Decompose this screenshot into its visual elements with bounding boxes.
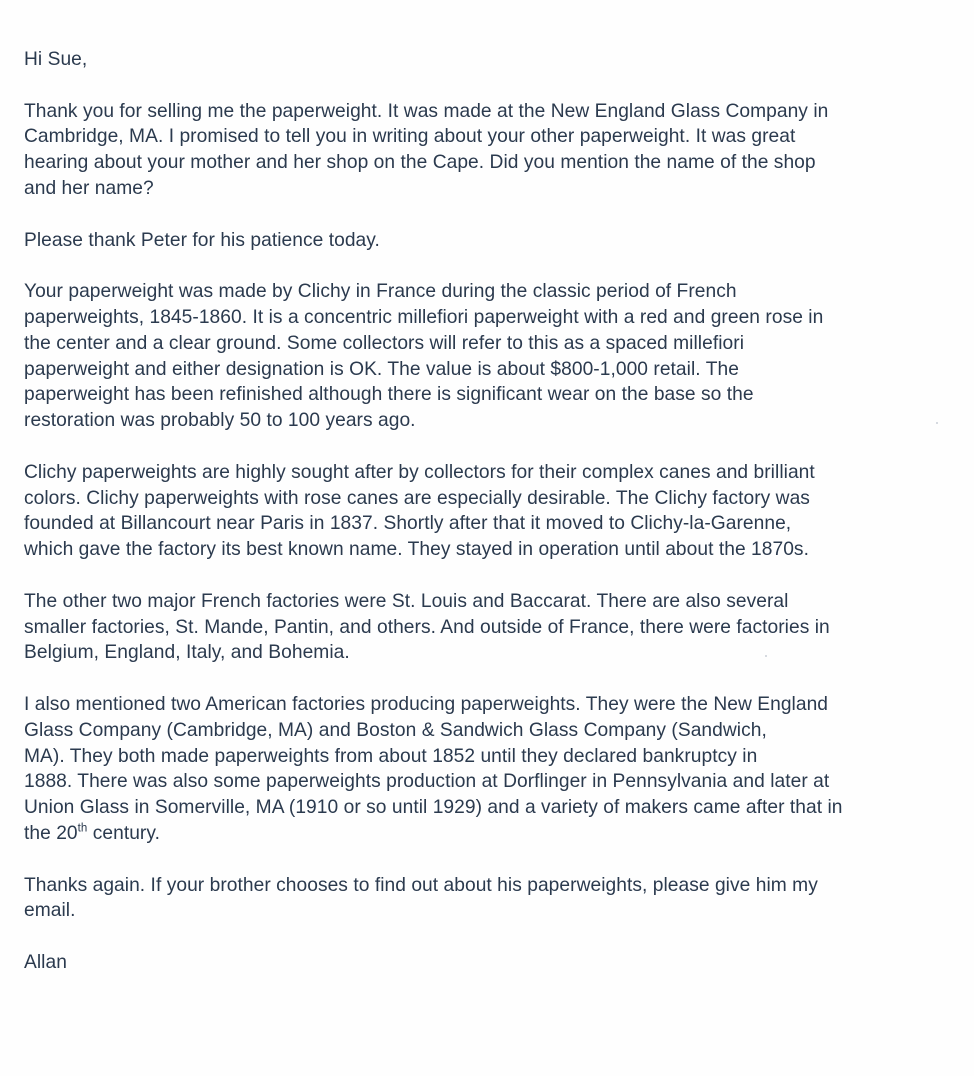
text-line: Thank you for selling me the paperweight. It was made at the New England Glass Company in [24,100,829,122]
salutation: Hi Sue, [24,49,88,70]
paragraph-clichy-weight [24,279,949,434]
superscript-th: th [77,822,88,835]
text-line-last [24,823,160,844]
text-line: Please thank Peter for his patience today. [24,229,380,251]
text-line: hearing about your mother and her shop on the Cape. Did you mention the name of the shop [24,152,816,174]
text-line: founded at Billancourt near Paris in 1837. Shortly after that it moved to Clichy-la-Garenne, [24,513,792,535]
letter-body [24,47,949,976]
text-fragment: the 20 [24,822,78,844]
paragraph-clichy-history [24,460,949,563]
text-line: Your paperweight was made by Clichy in France during the classic period of French [24,281,737,303]
text-line: colors. Clichy paperweights with rose canes are especially desirable. The Clichy factory was [24,487,810,509]
text-line: I also mentioned two American factories producing paperweights. They were the New England [24,693,829,715]
text-line: Belgium, England, Italy, and Bohemia. [24,642,350,664]
text-line: which gave the factory its best known name. They stayed in operation until about the 1870s. [24,539,809,561]
text-line: 1888. There was also some paperweights production at Dorflinger in Pennsylvania and later at [24,771,830,793]
paragraph-sale [24,99,949,202]
signature: Allan [24,951,67,973]
text-line: Cambridge, MA. I promised to tell you in writing about your other paperweight. It was great [24,126,796,148]
text-line: Clichy paperweights are highly sought after by collectors for their complex canes and brilliant [24,461,815,483]
text-line: paperweights, 1845-1860. It is a concentric millefiori paperweight with a red and green rose in [24,306,824,328]
text-line: and her name? [24,177,154,199]
text-line: smaller factories, St. Mande, Pantin, and others. And outside of France, there were factories in [24,616,830,638]
text-line: The other two major French factories were St. Louis and Baccarat. There are also several [24,590,789,612]
text-fragment: century. [87,822,160,844]
text-line: MA). They both made paperweights from about 1852 until they declared bankruptcy in [24,745,758,767]
paragraph-american-factories [24,692,949,847]
paragraph-thanks-peter [24,228,949,254]
text-line: the center and a clear ground. Some collectors will refer to this as a spaced millefiori [24,332,745,354]
text-line: paperweight has been refinished although there is significant wear on the base so the [24,384,754,406]
text-line: Union Glass in Somerville, MA (1910 or so until 1929) and a variety of makers came after that in [24,797,843,819]
text-line: paperweight and either designation is OK. The value is about $800-1,000 retail. The [24,358,739,380]
text-line: Thanks again. If your brother chooses to find out about his paperweights, please give him my [24,874,818,896]
text-line: email. [24,900,76,922]
text-line: Glass Company (Cambridge, MA) and Boston & Sandwich Glass Company (Sandwich, [24,719,767,741]
text-line: restoration was probably 50 to 100 years ago. [24,410,416,432]
paragraph-french-factories [24,589,949,666]
paragraph-closing [24,873,949,925]
